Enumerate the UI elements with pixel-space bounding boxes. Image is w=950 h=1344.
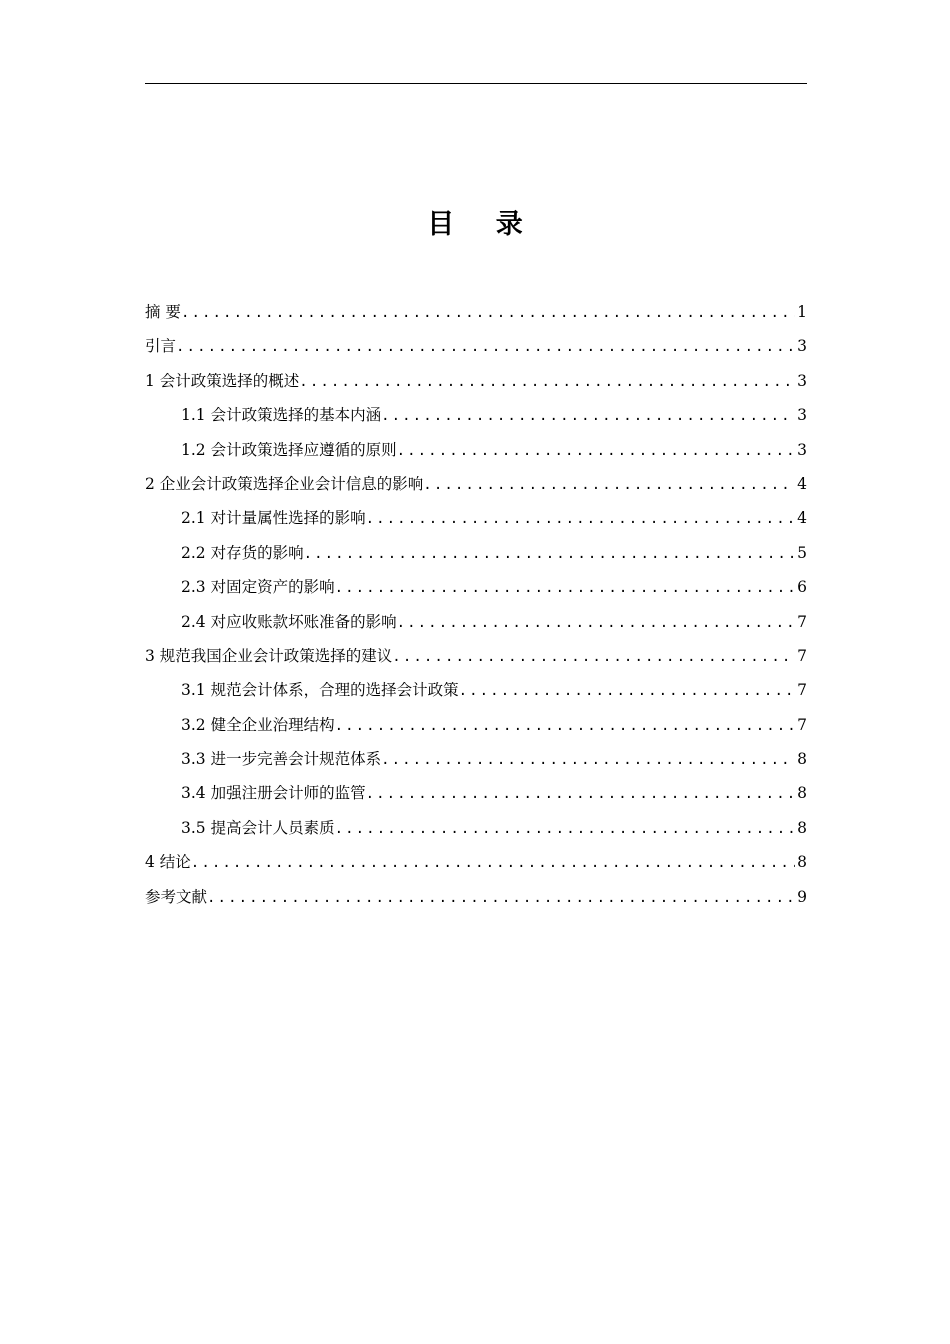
toc-dot-leader — [335, 709, 796, 743]
toc-page-number: 7 — [797, 681, 807, 700]
toc-page-number: 7 — [797, 646, 807, 665]
table-of-contents — [145, 295, 807, 914]
toc-page-number: 3 — [797, 337, 807, 356]
header-rule — [145, 83, 807, 84]
toc-entry-text: 3 规范我国企业会计政策选择的建议 — [145, 646, 393, 665]
toc-entry-text: 3.2 健全企业治理结构 — [181, 715, 335, 734]
toc-dot-leader — [366, 777, 796, 811]
toc-page-number: 5 — [797, 543, 807, 562]
toc-entry-text: 2.2 对存货的影响 — [181, 543, 304, 562]
toc-subentry[interactable] — [145, 433, 807, 467]
toc-entry[interactable] — [145, 845, 807, 879]
toc-page-number: 8 — [797, 853, 807, 872]
toc-page-number: 1 — [797, 303, 807, 321]
toc-dot-leader — [299, 365, 795, 399]
toc-dot-leader — [366, 502, 796, 536]
toc-subentry[interactable] — [145, 776, 807, 810]
toc-dot-leader — [423, 468, 795, 502]
toc-dot-leader — [335, 571, 796, 605]
toc-dot-leader — [397, 606, 796, 640]
toc-dot-leader — [335, 812, 796, 846]
toc-dot-leader — [397, 434, 796, 468]
toc-entry[interactable] — [145, 467, 807, 501]
toc-entry-text: 2 企业会计政策选择企业会计信息的影响 — [145, 474, 424, 493]
toc-page-number: 9 — [797, 887, 807, 906]
toc-page-number: 7 — [797, 612, 807, 631]
toc-dot-leader — [392, 640, 795, 674]
toc-subentry[interactable] — [145, 570, 807, 604]
toc-subentry[interactable] — [145, 501, 807, 535]
toc-entry-text: 3.5 提高会计人员素质 — [181, 818, 335, 837]
toc-entry-text: 1 会计政策选择的概述 — [145, 371, 300, 390]
toc-entry-text: 3.1 规范会计体系，合理的选择会计政策 — [181, 681, 459, 700]
toc-dot-leader — [304, 537, 796, 571]
toc-entry-text: 1.1 会计政策选择的基本内涵 — [181, 406, 382, 425]
toc-dot-leader — [207, 881, 795, 915]
toc-dot-leader — [381, 399, 795, 433]
toc-entry-text: 摘 要 — [145, 303, 181, 321]
toc-dot-leader — [459, 674, 796, 708]
toc-entry[interactable] — [145, 639, 807, 673]
toc-page-number: 8 — [797, 818, 807, 837]
toc-dot-leader — [181, 296, 795, 330]
toc-subentry[interactable] — [145, 605, 807, 639]
toc-entry-text: 2.3 对固定资产的影响 — [181, 578, 335, 597]
toc-subentry[interactable] — [145, 708, 807, 742]
toc-page-number: 3 — [797, 371, 807, 390]
toc-entry-text: 1.2 会计政策选择应遵循的原则 — [181, 440, 397, 459]
toc-dot-leader — [176, 330, 795, 364]
toc-entry-text: 4 结论 — [145, 853, 191, 872]
toc-entry-text: 引言 — [145, 337, 177, 356]
toc-page-number: 6 — [797, 578, 807, 597]
toc-entry-text: 2.4 对应收账款坏账准备的影响 — [181, 612, 397, 631]
toc-page-number: 8 — [797, 784, 807, 803]
toc-page-number: 7 — [797, 715, 807, 734]
toc-subentry[interactable] — [145, 398, 807, 432]
toc-entry-text: 参考文献 — [145, 887, 208, 906]
toc-dot-leader — [191, 846, 795, 880]
toc-subentry[interactable] — [145, 742, 807, 776]
toc-entry-text: 3.3 进一步完善会计规范体系 — [181, 750, 382, 769]
toc-entry-text: 3.4 加强注册会计师的监管 — [181, 784, 366, 803]
toc-subentry[interactable] — [145, 536, 807, 570]
toc-dot-leader — [381, 743, 795, 777]
toc-entry-text: 2.1 对计量属性选择的影响 — [181, 509, 366, 528]
toc-subentry[interactable] — [145, 811, 807, 845]
toc-page-number: 4 — [797, 509, 807, 528]
toc-entry[interactable] — [145, 880, 807, 914]
toc-entry[interactable] — [145, 329, 807, 363]
toc-subentry[interactable] — [145, 673, 807, 707]
toc-page-number: 8 — [797, 750, 807, 769]
toc-page-number: 3 — [797, 440, 807, 459]
toc-page-number: 4 — [797, 474, 807, 493]
toc-entry[interactable] — [145, 364, 807, 398]
toc-page-number: 3 — [797, 406, 807, 425]
toc-entry[interactable] — [145, 295, 807, 329]
page-title: 目 录 — [427, 209, 539, 240]
